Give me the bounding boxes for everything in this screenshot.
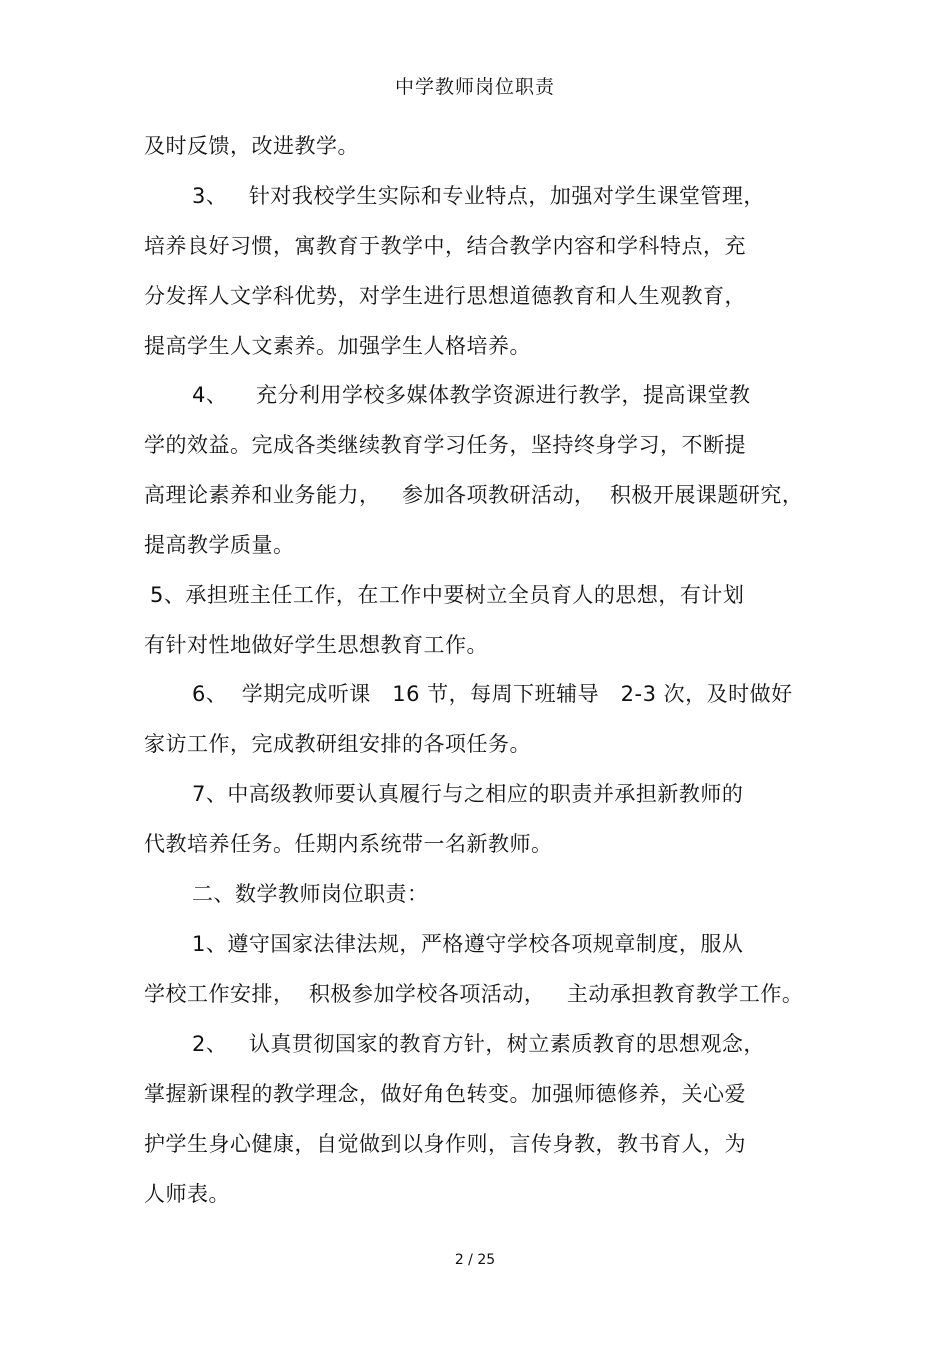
text-line: 人师表。 [144, 1182, 230, 1206]
text-line: 家访工作，完成教研组安排的各项任务。 [144, 732, 531, 756]
text-line: 1、遵守国家法律法规，严格遵守学校各项规章制度，服从 [192, 932, 744, 956]
text-line: 7、中高级教师要认真履行与之相应的职责并承担新教师的 [192, 782, 744, 806]
text-line: 护学生身心健康，自觉做到以身作则，言传身教，教书育人，为 [144, 1132, 746, 1156]
text-line: 3、 针对我校学生实际和专业特点，加强对学生课堂管理， [192, 184, 765, 208]
page-header: 中学教师岗位职责 [394, 76, 555, 98]
page-number: 2 / 25 [454, 1252, 496, 1268]
text-line: 掌握新课程的教学理念，做好角色转变。加强师德修养，关心爱 [144, 1082, 746, 1106]
text-line: 6、 学期完成听课 16 节，每周下班辅导 2-3 次，及时做好 [192, 682, 793, 706]
text-line: 4、 充分利用学校多媒体教学资源进行教学，提高课堂教 [192, 383, 751, 407]
text-line: 及时反馈，改进教学。 [144, 134, 359, 158]
text-line: 提高学生人文素养。加强学生人格培养。 [144, 334, 531, 358]
text-line: 2、 认真贯彻国家的教育方针，树立素质教育的思想观念， [192, 1032, 765, 1056]
text-line: 培养良好习惯，寓教育于教学中，结合教学内容和学科特点，充 [144, 234, 746, 258]
text-line: 提高教学质量。 [144, 533, 295, 557]
text-line: 有针对性地做好学生思想教育工作。 [144, 633, 488, 657]
text-line: 代教培养任务。任期内系统带一名新教师。 [144, 832, 553, 856]
text-line: 分发挥人文学科优势，对学生进行思想道德教育和人生观教育， [144, 284, 746, 308]
text-line: 5、承担班主任工作，在工作中要树立全员育人的思想，有计划 [150, 583, 745, 607]
text-line: 高理论素养和业务能力， 参加各项教研活动， 积极开展课题研究， [144, 483, 804, 507]
text-line: 学的效益。完成各类继续教育学习任务，坚持终身学习，不断提 [144, 433, 746, 457]
text-line: 学校工作安排， 积极参加学校各项活动， 主动承担教育教学工作。 [144, 982, 804, 1006]
section-heading: 二、数学教师岗位职责： [192, 882, 429, 906]
